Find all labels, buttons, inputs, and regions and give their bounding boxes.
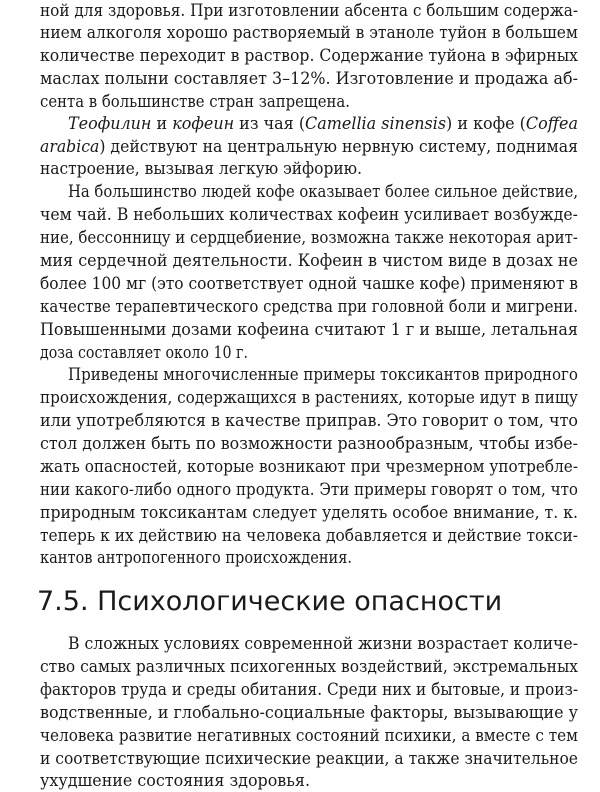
line-text: нии какого-либо одного продукта. Эти примеры говорят о том, что — [40, 480, 579, 500]
line-text: факторов труда и среды обитания. Среди них и бытовые, и произ- — [40, 680, 579, 700]
term-caffeine: кофеин — [172, 114, 235, 134]
line-text: Повышенными дозами кофеина считают 1 г и выше, летальная — [40, 320, 578, 340]
term-coffea: Coffea — [525, 114, 578, 134]
line-text: более 100 мг (это соответствует одной чашке кофе) применяют в — [40, 274, 578, 294]
line-text: стол должен быть по возможности разнообразным, чтобы избе- — [40, 434, 579, 454]
line-text: теперь к их действию на человека добавляется и действие токси- — [40, 526, 578, 546]
line-text: и соответствующие психические реакции, а также значительное — [40, 749, 578, 769]
line-text: водственные, и глобально-социальные факторы, вызывающие у — [40, 703, 578, 723]
section-heading: 7.5. Психологические опасности — [37, 586, 503, 617]
line-text: ухудшение состояния здоровья. — [40, 771, 311, 791]
line-text: ство самых различных психогенных воздействий, экстремальных — [40, 657, 578, 677]
line-text: жать опасностей, которые возникают при чрезмерном употребле- — [40, 457, 578, 477]
line-text: нием алкоголя хорошо растворяемый в этаноле туйон в большем — [40, 23, 578, 43]
text-run: ) действуют на центральную нервную систему, поднимая — [99, 137, 578, 157]
line-text: мия сердечной деятельности. Кофеин в чистом виде в дозах не — [40, 251, 579, 271]
line-text: В сложных условиях современной жизни возрастает количе- — [68, 634, 579, 654]
text-run: ) и кофе ( — [446, 114, 526, 134]
term-camellia-sinensis: Camellia sinensis — [305, 114, 447, 134]
text-run: из чая ( — [234, 114, 306, 134]
line-text: качестве терапевтического средства при головной боли и мигрени. — [40, 297, 578, 317]
line-text: природным токсикантам следует уделять особое внимание, т. к. — [40, 503, 578, 523]
line-text: Приведены многочисленные примеры токсикантов природного — [68, 365, 578, 385]
mixed-line — [68, 113, 578, 135]
line-text: происхождения, содержащихся в растениях, которые идут в пищу — [40, 388, 578, 408]
term-arabica: arabica — [40, 137, 100, 157]
line-text: ние, бессонницу и сердцебиение, возможна также некоторая арит- — [40, 228, 578, 248]
line-text: настроение, вызывая легкую эйфорию. — [40, 159, 363, 179]
line-text: или употребляются в качестве приправ. Это говорит о том, что — [40, 411, 579, 431]
line-text: чем чай. В небольших количествах кофеин усиливает возбужде- — [40, 205, 578, 225]
mixed-line — [40, 136, 578, 158]
line-text: доза составляет около 10 г. — [40, 343, 248, 363]
line-text: маслах полыни составляет 3–12%. Изготовление и продажа аб- — [40, 69, 578, 89]
text-run: и — [151, 114, 173, 134]
line-text: кантов антропогенного происхождения. — [40, 548, 353, 568]
line-text: ной для здоровья. При изготовлении абсента с большим содержа- — [40, 1, 579, 21]
line-text: сента в большинстве стран запрещена. — [40, 92, 350, 112]
term-theophylline: Теофилин — [68, 114, 152, 134]
line-text: количестве переходит в раствор. Содержание туйона в эфирных — [40, 46, 579, 66]
line-text: человека развитие негативных состояний психики, а вместе с тем — [40, 726, 578, 746]
line-text: На большинство людей кофе оказывает более сильное действие, — [68, 182, 579, 202]
